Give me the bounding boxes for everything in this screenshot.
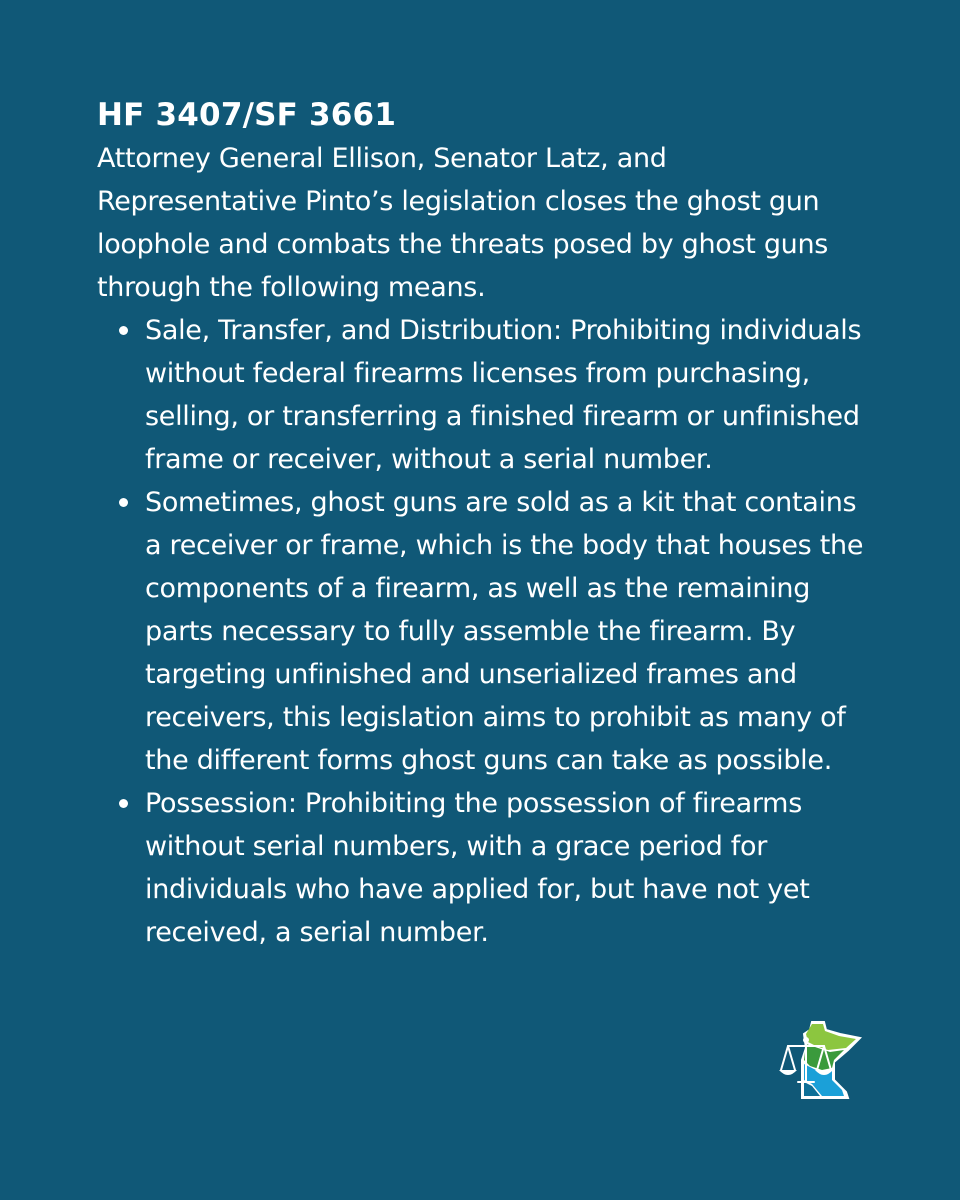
bill-title: HF 3407/SF 3661 bbox=[97, 97, 397, 133]
minnesota-scales-logo-icon bbox=[776, 1020, 866, 1100]
intro-paragraph: Attorney General Ellison, Senator Latz, and Representative Pinto’s legislation closes the ghost gun loophole and combats the threats posed by ghost guns through the following means. bbox=[97, 143, 829, 303]
bullet-icon bbox=[119, 799, 128, 808]
list-item bbox=[97, 481, 877, 782]
list-item bbox=[97, 309, 877, 481]
bullet-list bbox=[97, 309, 877, 954]
content-card bbox=[97, 93, 877, 954]
list-item bbox=[97, 782, 877, 954]
list-item-text: Sale, Transfer, and Distribution: Prohibiting individuals without federal firearms licenses from purchasing, selling, or transferring a finished firearm or unfinished frame or receiver, without a serial number. bbox=[145, 315, 862, 475]
list-item-text: Sometimes, ghost guns are sold as a kit that contains a receiver or frame, which is the body that houses the components of a firearm, as well as the remaining parts necessary to fully assemble the firearm. By targeting unfinished and unserialized frames and receivers, this legislation aims to prohibit as many of the different forms ghost guns can take as possible. bbox=[145, 487, 864, 776]
bullet-icon bbox=[119, 326, 128, 335]
bullet-icon bbox=[119, 498, 128, 507]
list-item-text: Possession: Prohibiting the possession of firearms without serial numbers, with a grace period for individuals who have applied for, but have not yet received, a serial number. bbox=[145, 788, 810, 948]
